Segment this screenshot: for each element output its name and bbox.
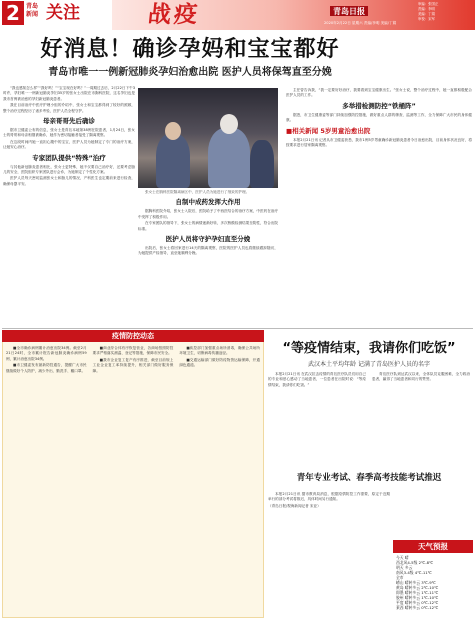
article-paragraph: “我也感知怎么样”“我好吗！”“宝宝现在好吗？”一周期过去后，2月22日下午3时许，孕妇唯一一例新冠肺炎孕妇35岁的张女士出院在市胸科医院，这名孕妇也是我市首例被治愈的孕妇新冠肺炎患者。 <box>3 86 135 101</box>
brief-item: ■全市确诊病例累计治愈出院34例。截至2月21日24时，全市累计报告新冠肺炎确诊病例59例，累计治愈出院34例。 <box>6 346 87 361</box>
middle-column <box>138 190 278 326</box>
weather-title: 天气预报 <box>393 540 473 553</box>
related-news-heading: ■相关新闻 5岁男童治愈出院 <box>286 126 371 135</box>
section-title: 关注 <box>46 3 80 23</box>
section-heading: 母亲哥哥先后确诊 <box>43 117 95 126</box>
briefs-list <box>6 346 260 614</box>
weather-line: 平度 晴转多云 0℃-12℃ <box>396 600 439 605</box>
weather-line: 明天 多云 <box>396 565 413 570</box>
brief-item: ■疾控部门加强重点场所消毒，确保公共场所环境卫生，切断病毒传播途径。 <box>179 346 260 356</box>
editor-line: 审编：张国正 <box>418 2 439 6</box>
article-paragraph: 出院后，张女士将回家进行14天的隔离观察，医院的医护人员也将继续跟踪随访，为她提供产检指导，直至她顺利分娩。 <box>138 246 278 256</box>
left-column <box>3 86 135 324</box>
article-paragraph: 在这段时间内她一直担心腹中的宝宝，医护人员为她制定了专门的治疗方案，让她安心治疗。 <box>3 139 135 150</box>
article-paragraph: 本报2月21日讯 在武汉抗击疫情的青岛医疗队员们用自己的专业和爱心感动了当地患者，一位患者在出院时说：“等疫情结束，我请你们吃饭。” <box>268 372 366 387</box>
brief-item: ■我市企业复工复产有序推进，截至目前规上工业企业复工率持续提升，相关部门做好服务保障。 <box>92 357 174 373</box>
weather-line: 西北风4-5级 2℃-8℃ <box>396 560 434 565</box>
weather-line: 南风3-4级 4℃-11℃ <box>396 570 432 575</box>
article-paragraph: 本报2月21日讯 记者从市卫健委获悉，我市1例5岁男童确诊新冠肺炎患者今日治愈出院，目前身体状况良好，将按要求进行居家隔离观察。 <box>286 137 472 148</box>
divider <box>2 328 473 329</box>
article-paragraph: 据胸科医院介绍，张女士入院后，医院给予了中西医结合的治疗方案，中医药在治疗中发挥了积极作用。 <box>138 209 278 219</box>
weather-line: 即墨 晴转多云 1℃-11℃ <box>396 590 439 595</box>
article-paragraph: 主任曾告诉我，“我一定要好好治疗，我要看到宝宝健康出生。”张女士说，整个治疗过程中，她一直都积极配合医护人员的工作。 <box>286 88 472 98</box>
article-paragraph: 与其他新冠肺炎患者相比，张女士更特殊，她不仅要自己治疗好，还要考虑胎儿的安全，医院组织专家团队进行会诊，为她制定了个性化方案。 <box>3 164 135 175</box>
weather-line: 莱西 晴转多云 0℃-12℃ <box>396 605 439 610</box>
right-column <box>286 88 472 278</box>
right-article-body <box>268 372 470 464</box>
news-photo <box>138 88 278 188</box>
article-paragraph: 据市卫健委公布的信息，张女士是青岛本地第38例在院患者，1月24日，张女士的哥哥和母亲相继被确诊，她作为密切接触者接受了隔离观察。 <box>3 128 135 138</box>
masthead-city: 青岛 <box>26 3 39 10</box>
briefs-title: 疫情防控动态 <box>2 330 264 342</box>
weather-line: 崂山 晴转多云 3℃-9℃ <box>396 580 436 585</box>
exam-news-body <box>268 492 390 616</box>
section-heading: 医护人员将守护孕妇直至分娩 <box>165 235 251 244</box>
article-paragraph: 青岛医疗队到达武汉以来，全体队员克服困难，全力救治患者，赢得了当地患者和同行的赞誉。 <box>372 372 470 382</box>
editor-line: 责编：李明 <box>418 7 435 11</box>
main-subhead: 青岛市唯一一例新冠肺炎孕妇治愈出院 医护人员将保驾直至分娩 <box>48 67 332 78</box>
right-article-subhead: 武汉本土平均年龄 记满了青岛医护人员的名字 <box>308 361 430 368</box>
weather-line: 黄岛 晴转多云 2℃-10℃ <box>396 585 439 590</box>
article-paragraph: 医护人员每天密切监测张女士和胎儿的情况，产科医生也定期前来进行检查，确保母婴平安。 <box>3 176 135 186</box>
editor-line: 审校：宋军 <box>418 17 435 21</box>
brief-item: ■市卫健委发布最新防控通告，提醒广大市民继续做好个人防护，减少外出、勤洗手、戴口罩。 <box>6 363 87 373</box>
paper-name: 青岛日报 <box>330 6 368 16</box>
article-paragraph: 我在目前治疗中医疗护理小组的介绍中，张女士和宝宝都得到了较好的照顾，整个治疗过程经历了诸多考验，医护人员全程守护。 <box>3 103 135 113</box>
article-paragraph: 本报2月21日讯 据市教育局消息，根据疫情防控工作需要，原定于近期举行的部分考试将推迟，具体时间另行通知。 <box>268 492 390 502</box>
article-credit: （青岛日报/观海新闻记者 宋亚） <box>268 503 321 508</box>
right-article-headline: “等疫情结束，我请你们吃饭” <box>282 341 456 356</box>
brief-item: ■交通运输部门做好防疫物资运输保障，开通绿色通道。 <box>179 357 260 368</box>
section-heading: 专家团队提供“特殊”治疗 <box>32 153 106 162</box>
exam-news-headline: 青年专业考试、春季高考技能考试推迟 <box>296 473 442 483</box>
article-paragraph: 在专家团队的指导下，张女士的病情逐渐好转，多次核酸检测结果呈阴性，符合出院标准。 <box>138 221 278 231</box>
masthead-date: 2020年2月22日 星期六 责编/李明 美编/丁娟 <box>324 21 397 25</box>
banner-keyword: 战疫 <box>146 1 202 28</box>
main-headline: 好消息！确诊孕妈和宝宝都好 <box>40 37 340 62</box>
weather-line: 今天 晴 <box>396 555 409 560</box>
weather-line: 胶州 晴转多云 1℃-10℃ <box>396 595 439 600</box>
weather-line: 全市 <box>396 575 404 580</box>
section-heading: 多举措检测防控“铁桶阵” <box>342 101 416 110</box>
page-number: 2 <box>2 1 24 25</box>
masthead-news: 新闻 <box>26 11 39 18</box>
brief-item: ■商业综合体有序恢复营业，各商场按照防控要求严格落实测温、登记等措施，保障市民安全。 <box>92 346 174 356</box>
section-heading: 自制中成药发挥大作用 <box>175 198 241 207</box>
photo-caption: 张女士在胸科医院隔离病区中，医护人员为她进行了细致的护理。 <box>145 190 250 194</box>
article-paragraph: 据悉，市卫生健康委等部门持续加强防控措施，做好重点人群的筛查、监测等工作，全力保障广大市民的身体健康。 <box>286 112 472 123</box>
editor-line: 美编：丁娟 <box>418 12 435 16</box>
